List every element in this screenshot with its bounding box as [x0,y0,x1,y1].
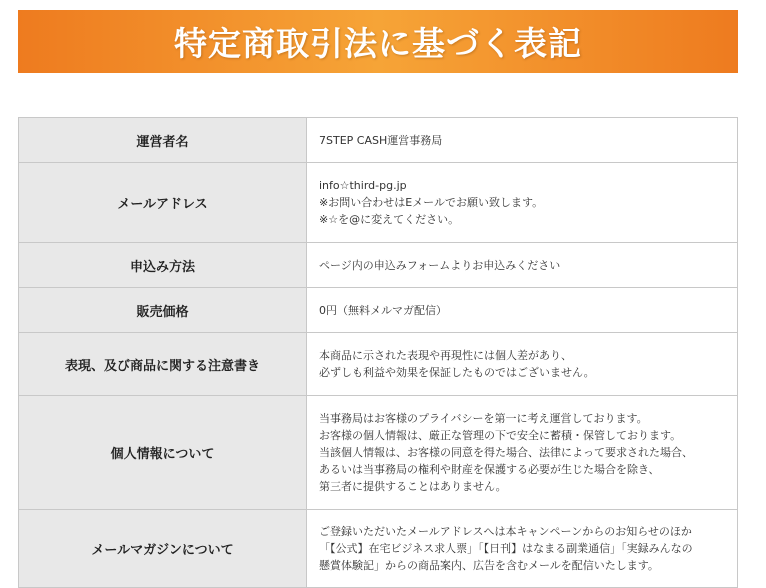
table-row-email [19,163,738,243]
table-row-mail-magazine [19,510,738,588]
value-line: 第三者に提供することはありません。 [319,480,507,493]
row-value [307,288,738,333]
legal-info-table [18,117,738,588]
row-value [307,243,738,288]
table-row-disclaimer [19,333,738,396]
row-value [307,510,738,588]
value-line: お客様の個人情報は、厳正な管理の下で安全に蓄積・保管しております。 [319,429,682,442]
value-line: ※お問い合わせはEメールでお願い致します。 [319,196,544,209]
page-title-banner [18,10,738,73]
row-label: メールマガジンについて [19,510,307,588]
row-value [307,333,738,396]
row-label: 運営者名 [19,118,307,163]
table-row-privacy [19,396,738,510]
value-line: 当該個人情報は、お客様の同意を得た場合、法律によって要求された場合、 [319,446,693,459]
value-line: 当事務局はお客様のプライバシーを第一に考え運営しております。 [319,412,648,425]
value-line: 0円（無料メルマガ配信） [319,303,447,317]
row-label: 個人情報について [19,396,307,510]
row-label: 表現、及び商品に関する注意書き [19,333,307,396]
row-label: 申込み方法 [19,243,307,288]
table-row-application [19,243,738,288]
row-value [307,118,738,163]
value-line: ※☆を@に変えてください。 [319,213,460,226]
value-line: 懸賞体験記」からの商品案内、広告を含むメールを配信いたします。 [319,559,659,572]
value-line: 本商品に示された表現や再現性には個人差があり、 [319,349,572,362]
value-line: 7STEP CASH運営事務局 [319,133,443,147]
value-line: info☆third-pg.jp [319,179,407,192]
row-value [307,396,738,510]
value-line: ページ内の申込みフォームよりお申込みください [319,258,561,272]
row-value [307,163,738,243]
value-line: あるいは当事務局の権利や財産を保護する必要が生じた場合を除き、 [319,463,660,476]
value-line: 「【公式】在宅ビジネス求人票」「【日刊】はなまる副業通信」「実録みんなの [319,542,693,555]
row-label: メールアドレス [19,163,307,243]
table-row-price [19,288,738,333]
row-label: 販売価格 [19,288,307,333]
table-row-operator [19,118,738,163]
page-title: 特定商取引法に基づく表記 [174,24,582,63]
value-line: 必ずしも利益や効果を保証したものではございません。 [319,366,595,379]
value-line: ご登録いただいたメールアドレスへは本キャンペーンからのお知らせのほか [319,525,692,538]
